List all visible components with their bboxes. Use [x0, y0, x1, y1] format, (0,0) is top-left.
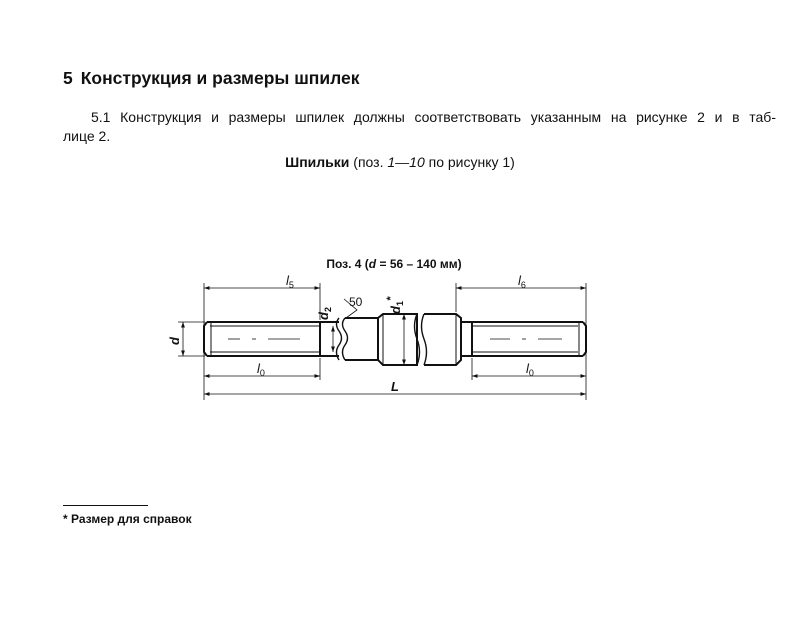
footnote-text: Размер для справок [67, 512, 192, 526]
paragraph-line-1: 5.1 Конструкция и размеры шпилек должны соответствовать указанным на рисунке 2 и в таб- [91, 109, 776, 125]
label-l5: $l_5$ [286, 273, 294, 290]
left-thread [204, 322, 339, 356]
label-d: d [167, 337, 182, 345]
label-l0-right: $l_0$ [526, 361, 534, 378]
label-d2: $d_2$ [316, 307, 333, 320]
section-title: Конструкция и размеры шпилек [80, 68, 360, 88]
caption-bold: Шпильки [285, 154, 350, 170]
caption-pre: (поз. [349, 154, 388, 170]
caption-post: по рисунку 1) [424, 154, 515, 170]
footnote-rule [63, 505, 148, 506]
label-l6: $l_6$ [518, 273, 526, 290]
label-angle: 50 [349, 295, 363, 309]
label-L: L [391, 379, 399, 394]
section-number: 5 [63, 68, 73, 88]
footnote-mark: * [63, 512, 68, 526]
label-d1: $d_1^*$ [385, 296, 405, 314]
extension-lines [178, 283, 586, 400]
footnote [63, 512, 192, 526]
caption-range: 1—10 [387, 154, 425, 170]
drawing-title: Поз. 4 (d = 56 – 140 мм) [326, 257, 462, 271]
label-l0-left: $l_0$ [257, 361, 265, 378]
right-thread [461, 322, 586, 356]
center-collar [345, 314, 461, 365]
paragraph-line-2: лице 2. [63, 128, 111, 144]
